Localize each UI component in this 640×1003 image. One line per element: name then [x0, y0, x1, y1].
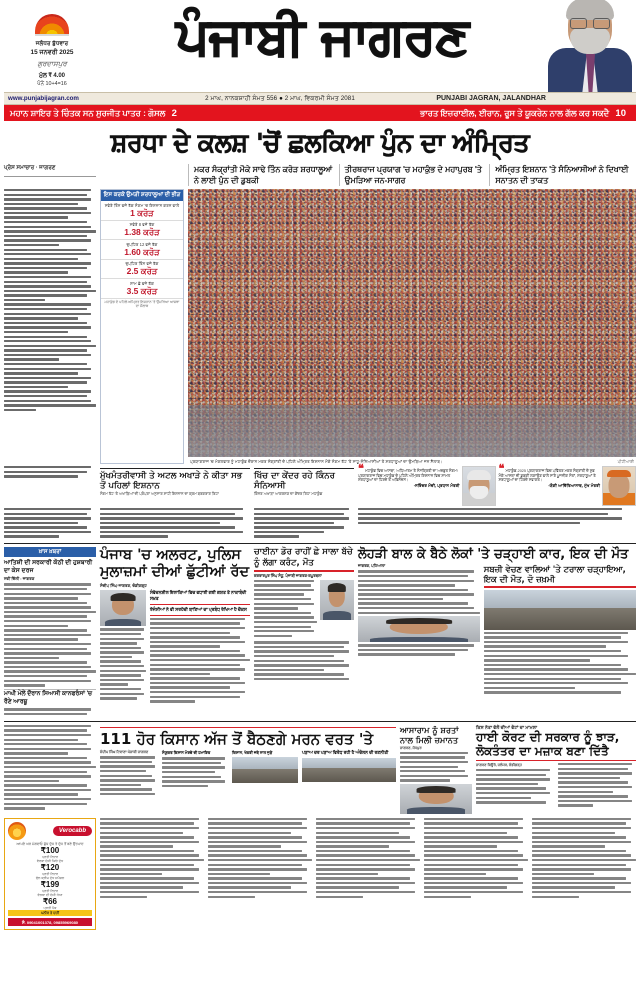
quote-cards	[358, 463, 636, 506]
river-water	[188, 405, 636, 457]
quote-card	[358, 463, 496, 506]
cont-col-1	[4, 508, 96, 540]
teaser-left-text: ਮਹਾਨ ਸ਼ਾਇਰ ਤੇ ਚਿੰਤਕ ਸਨ ਸੁਰਜੀਤ ਪਾਤਰ : ਗੋਸਲ	[10, 107, 166, 118]
samvat-nanakshahi: 2 ਮਾਘ, ਨਾਨਕਸ਼ਾਹੀ ਸੰਮਤ 556	[205, 94, 278, 102]
photo-caption-row	[188, 457, 636, 464]
sabzi-accident-photo	[484, 590, 636, 630]
bottom-text-col-1	[100, 818, 204, 930]
cont-col-3	[254, 508, 354, 540]
hc-byline: ਜਾਗਰਣ ਬਿਊਰੋ, ਜਲੰਧਰ, ਚੰਡੀਗੜ੍ਹ	[476, 763, 522, 768]
bottom-text-col-3	[316, 818, 420, 930]
upper-grid	[4, 189, 636, 464]
lead-byline: ਪ੍ਰੇਸ ਸਮਾਚਾਰ · ਜਾਗਰਣ	[4, 164, 96, 177]
khas-khabran-title-2[interactable]: ਮਾਘੀ ਮੇਲੇ ਦੌਰਾਨ ਸਿਆਸੀ ਕਾਨਫਰੰਸਾਂ 'ਚ ਰੌਣੇ ਆਰਥੂ	[4, 691, 93, 705]
brand-title: ਪੰਜਾਬੀ ਜਾਗਰਣ	[176, 7, 468, 67]
statbox-value: 2.5 ਕਰੋੜ	[126, 266, 158, 276]
khas-khabran-banner: ਖ਼ਾਸ ਖ਼ਬਰਾਂ	[4, 547, 96, 557]
continuation-band	[4, 508, 636, 540]
ad-price-unit: ਪ੍ਰਤੀ ਲਿਟਰ	[41, 889, 59, 894]
masthead-portrait	[544, 0, 636, 92]
page-count: ਪੰਨੇ 10+4=16	[37, 81, 67, 87]
quote-portrait-modi	[462, 466, 496, 506]
edition-day: ਜਲੰਧਰ ਬੁੱਧਵਾਰ	[35, 41, 69, 47]
ad-price-unit: ਪ੍ਰਤੀ ਲਿਟਰ	[41, 855, 59, 860]
masthead-center	[100, 0, 544, 74]
teaser-left-page: 2	[171, 107, 177, 119]
statbox-value: 1 ਕਰੋੜ	[130, 207, 154, 218]
mid-story-1-deck: ਸੰਗਮ ਤੱਟ 'ਤੇ ਅਖਾੜਿਆਂ ਦੀ ਪਰੰਪਰਾ ਅਨੁਸਾਰ ਸ਼ਾਹੀ ਇਸ਼ਨਾਨ ਦਾ ਕ੍ਰਮ ਬਰਕਰਾਰ ਰਿਹਾ	[100, 491, 219, 496]
mid-left-spacer	[4, 466, 96, 506]
photo-caption: ਪ੍ਰਯਾਗਰਾਜ 'ਚ ਮੰਗਲਵਾਰ ਨੂੰ ਮਹਾਕੁੰਭ ਦੌਰਾਨ ਮਕਰ ਸੰਕ੍ਰਾਂਤੀ ਦੇ ਪਹਿਲੇ ਅੰਮ੍ਰਿਤ ਇਸ਼ਨਾਨ ਮੌਕੇ ਸੰਗਮ ਤੱਟ 'ਤੇ ਸਾਧੂ-ਸੰਨਿਆਸੀਆਂ ਤੇ ਸ਼ਰਧਾਲੂਆਂ ਦਾ ਉਮੜਿਆ ਜਨ ਸੈਲਾਬ।	[190, 459, 443, 464]
statbox-row	[101, 260, 183, 280]
mid-story-2-deck: ਕਿੰਨਰ ਅਖਾੜਾ ਆਕਰਸ਼ਣ ਦਾ ਕੇਂਦਰ ਰਿਹਾ ਮਹਾਕੁੰਭ	[254, 491, 323, 496]
ad-tagline: ਆਪਣੇ ਘਰ ਮੰਗਵਾਓ ਸ਼ੁੱਧ ਦੁੱਧ ਤੇ ਦੁੱਧ ਤੋਂ ਬਣੇ ਉਤਪਾਦ	[16, 841, 84, 846]
statbox-row	[101, 279, 183, 299]
punjab-alert-title[interactable]: ਪੰਜਾਬ 'ਚ ਅਲਰਟ, ਪੁਲਿਸ ਮੁਲਾਜ਼ਮਾਂ ਦੀਆਂ ਛੁੱਟੀਆਂ ਰੱਦ	[100, 547, 250, 581]
statbox-row	[101, 221, 183, 241]
publication-date: 15 ਜਨਵਰੀ 2025	[30, 49, 74, 56]
farmers-photo-2	[302, 758, 396, 782]
separator-dot: ●	[279, 94, 283, 102]
khas-khabran-title[interactable]: ਆਤਿਸ਼ੀ ਦੀ ਸਰਕਾਰੀ ਕੋਠੀ ਦੀ ਹੁਸ਼ਬਾਰੀ ਦਾ ਕੇਸ ਦਰਜ	[4, 559, 93, 575]
punjab-bullet-2: ਏਜੰਸੀਆਂ ਨੇ ਵੀ ਸਰਹੱਦੀ ਥਾਣਿਆਂ ਦਾ ਪ੍ਰਬੰਧ ਰੱਖਿਆ ਹੈ ਚੌਕਸ	[150, 606, 247, 612]
ad-highlight-strip: ਪਨੀਰ ਤੇ ਦਹੀਂ	[8, 910, 92, 916]
sun-logo-icon	[35, 14, 69, 36]
ad-price: ₹66	[43, 897, 57, 907]
bottom-left-column	[4, 725, 96, 814]
teaser-right[interactable]	[320, 108, 630, 119]
city-name: ਗੁਰਦਾਸਪੁਰ	[37, 61, 67, 68]
glasses-icon	[570, 18, 610, 27]
masthead-left-info	[4, 0, 100, 88]
statbox-value: 3.5 ਕਰੋੜ	[126, 285, 158, 296]
china-dor-byline: ਕਰਤਾਰਪੁਰ ਸਿੰਘ ਸੰਧੂ, ਪੰਜਾਬੀ ਜਾਗਰਣ·ਕਪੂਰਥਲਾ	[254, 573, 322, 578]
quote-attribution: -ਯੋਗੀ ਆਦਿੱਤਿਆਨਾਥ, ਮੁੱਖ ਮੰਤਰੀ	[548, 482, 600, 488]
statbox-label: ਦੁਪਹਿਰ ਤਿੰਨ ਵਜੇ ਤੱਕ	[125, 261, 159, 266]
quote-mark-icon: ❝	[358, 463, 364, 475]
samvat-vikrami: 2 ਮਾਘ, ਵਿਕਰਮੀ ਸੰਮਤ 2081	[284, 94, 355, 102]
statbox-label: ਸਵੇਰੇ ਤਿੰਨ ਵਜੇ ਤੱਕ ਸੰਗਮ 'ਚ ਇਸ਼ਨਾਨ ਕਰਨ ਵਾਲੇ	[104, 202, 180, 208]
quote-text: ਮਹਾਕੁੰਭ ਵਿਚ ਆਸਥਾ, ਅਧਿਆਤਮ ਤੇ ਸੰਸਕ੍ਰਿਤੀ ਦਾ ਅਦਭੁਤ ਸੰਗਮ! ਪ੍ਰਯਾਗਰਾਜ ਵਿਚ ਮਹਾਕੁੰਭ ਦੇ ਪਹਿਲੇ ਅੰਮ੍ਰਿਤ ਇਸ਼ਨਾਨ ਵਿਚ ਸ਼ਾਮਲ ਸ਼ਰਧਾਲੂਆਂ ਦਾ ਹਿਰਦੇ ਤੋਂ ਅਭਿਨੰਦਨ।	[358, 469, 458, 483]
teaser-left[interactable]	[10, 108, 320, 119]
mid-story-2-title: ਖਿੱਚ ਦਾ ਕੇਂਦਰ ਰਹੇ ਕਿੰਨਰ ਸੰਨਿਆਸੀ	[254, 470, 335, 491]
asaram-title[interactable]: ਆਸਾਰਾਮ ਨੂੰ ਸ਼ਰਤਾਂ ਨਾਲ ਮਿਲੀ ਜ਼ਮਾਨਤ	[400, 724, 459, 745]
left-col-text	[4, 189, 96, 411]
bottom-text-col-5	[532, 818, 636, 930]
mid-story-2[interactable]	[254, 466, 354, 506]
ad-item-desc: ਫੁੱਲ ਕ੍ਰੀਮ ਦੁੱਧ ਸਪੈਸ਼ਲ	[35, 876, 65, 881]
bottom-ad-band	[4, 818, 636, 930]
asaram-photo	[400, 784, 472, 814]
bottom-text-col-2	[208, 818, 312, 930]
cont-col-2	[100, 508, 250, 540]
statbox-footnote: ਮਹਾਕੁੰਭ ਦੇ ਪਹਿਲੇ ਅੰਮ੍ਰਿਤ ਇਸ਼ਨਾਨ 'ਤੇ ਉਮੜਿਆ ਆਸਥਾ ਦਾ ਸੈਲਾਬ	[104, 300, 180, 309]
portrait-photo	[546, 0, 634, 92]
farmers-byline: ਸੰਦੀਪ ਸਿੰਘ ਟਿਵਾਣਾ·ਪੰਜਾਬੀ ਜਾਗਰਣ	[100, 750, 149, 755]
lohri-title[interactable]: ਲੋਹੜੀ ਬਾਲ ਕੇ ਬੈਠੇ ਲੋਕਾਂ 'ਤੇ ਚੜ੍ਹਾਈ ਕਾਰ, ਇਕ ਦੀ ਮੌਤ	[358, 547, 629, 563]
statbox-row	[101, 201, 183, 221]
farmers-story	[100, 725, 396, 814]
punjab-bullet-1: ਸੰਵੇਦਨਸ਼ੀਲ ਇਲਾਕਿਆਂ ਵਿਚ ਵਧਾਈ ਗਈ ਗਸ਼ਤ ਤੇ ਨਾਕਾਬੰਦੀ ਸਖ਼ਤ	[150, 590, 247, 602]
lohri-column	[358, 547, 636, 717]
section-divider-2	[4, 721, 636, 722]
punjab-alert-column	[100, 547, 250, 717]
kicker-row	[4, 162, 636, 189]
china-dor-title[interactable]: ਚਾਈਨਾ ਡੋਰ ਰਾਹੀਂ ਛੇ ਸਾਲਾ ਬੱਚੇ ਨੂੰ ਲੱਗਾ ਕਰੰਟ, ਮੌਤ	[254, 547, 353, 568]
quote-body	[498, 463, 601, 506]
samvat-dates	[128, 95, 432, 103]
quote-mark-icon: ❝	[498, 463, 505, 475]
hc-kicker: ਕਿਸ ਨੇਤਾ ਵੱਲੋਂ ਦੀਆਂ ਵੋਟਾਂ ਦਾ ਮਾਮਲਾ	[476, 724, 538, 730]
price-label: ਮੁੱਲ ₹ 4.00	[38, 73, 65, 79]
teaser-right-page: 10	[615, 107, 626, 119]
khas-khabran-byline: ਨਵੀਂ ਦਿੱਲੀ : ਜਾਗਰਣ	[4, 576, 35, 582]
photo-credit: ਪੀਟੀਆਈ	[617, 459, 634, 464]
red-teaser-banner	[4, 105, 636, 121]
ad-item-desc: ਵੇਰਕਾ ਦੀ ਦੇਸੀ ਖੋਆ	[37, 893, 63, 898]
ad-phone[interactable]: ਸੰ. 09041001378, 09855969080	[8, 918, 92, 926]
statbox-label: ਸਵੇਰੇ 8 ਵਜੇ ਤੱਕ	[129, 222, 155, 227]
bottom-text-col-4	[424, 818, 528, 930]
lohri-byline: ਜਾਗਰਣ, ਪਟਿਆਲਾ	[358, 564, 386, 569]
ad-item-desc: ਵੇਰਕਾ ਦੇਸੀ ਘਿਓ ਦੁੱਧ	[36, 859, 64, 864]
hero-photo-wrap	[188, 189, 636, 464]
khas-khabran-column	[4, 547, 96, 717]
edition-label: PUNJABI JAGRAN, JALANDHAR	[436, 95, 546, 102]
quote-text: ਮਹਾਕੁੰਭ-2025 ਪ੍ਰਯਾਗਰਾਜ ਵਿਚ ਪਵਿੱਤਰ ਮਕਰ ਸੰਕ੍ਰਾਂਤੀ ਦੇ ਸ਼ੁਭ ਮੌਕੇ ਆਸਥਾ ਦੀ ਡੁਬਕੀ ਲਗਾਉਣ ਵਾਲੇ ਸਾਰੇ ਪੂਜਨੀਕ ਸੰਤਾਂ, ਸ਼ਰਧਾਲੂਆਂ ਤੇ ਸ਼ਰਧਾਲੂਆਂ ਦਾ ਹਿਰਦੇ ਸਵਾਗਤ।	[498, 469, 596, 483]
farmers-note: ਪੜਾਅ ਦਰ ਪੜਾਅ ਵਿਰੋਧ ਰਹੀ ਹੈ ਅੰਦੋਲਨ ਦੀ ਰਣਨੀਤੀ	[302, 750, 389, 756]
mid-subhead-row	[4, 463, 636, 506]
asaram-story	[400, 725, 472, 814]
statbox-value: 1.60 ਕਰੋੜ	[124, 246, 160, 257]
china-dor-column	[254, 547, 354, 717]
ad-price: ₹120	[40, 863, 60, 873]
ad-brand: Verocabb	[53, 826, 92, 836]
info-strip	[4, 92, 636, 105]
farmers-bullet-2: ਕਿਸਾਨ, ਖੇਤਰੀ ਜਥੇ ਨਾਲ ਜੁੜੇ	[232, 750, 273, 756]
bottom-section	[4, 725, 636, 814]
statbox-label: ਦੁਪਹਿਰ 12 ਵਜੇ ਤੱਕ	[126, 241, 158, 247]
ad-logo-icon	[8, 822, 26, 840]
kumbh-crowd-photo	[188, 189, 636, 457]
mid-story-1[interactable]	[100, 466, 250, 506]
quote-card	[498, 463, 637, 506]
ad-price: ₹199	[40, 880, 60, 890]
punjab-alert-photo	[100, 590, 146, 626]
khas-khabran-body	[4, 583, 96, 686]
ad-price: ₹100	[40, 846, 60, 856]
middle-section	[4, 547, 636, 717]
statbox-row	[101, 240, 183, 260]
statistics-box	[100, 189, 184, 464]
farmers-bullet-1: ਸੰਯੁਕਤ ਕਿਸਾਨ ਮੋਰਚੇ ਦੀ ਹਮਾਇਤ	[162, 750, 211, 756]
masthead	[4, 0, 636, 92]
quote-attribution: -ਨਰਿੰਦਰ ਮੋਦੀ, ਪ੍ਰਧਾਨ ਮੰਤਰੀ	[413, 482, 460, 488]
website-link[interactable]: www.punjabijagran.com	[8, 95, 79, 102]
lohri-photo	[358, 616, 480, 642]
statbox-title: ਇਸ ਕਰਕੇ ਉਮੜੀ ਸ਼ਰਧਾਲੂਆਂ ਦੀ ਭੀੜ	[101, 190, 183, 201]
farmers-title[interactable]: 111 ਹੋਰ ਕਿਸਾਨ ਅੱਜ ਤੋਂ ਬੈਠਣਗੇ ਮਰਨ ਵਰਤ 'ਤੇ	[100, 730, 374, 749]
farmers-photo-1	[232, 757, 298, 783]
section-divider	[4, 543, 636, 544]
kicker-2: ਤੀਰਥਰਾਜ ਪ੍ਰਯਾਗ 'ਚ ਮਹਾਕੁੰਭ ਦੇ ਮਹਾਪੁਰਬ 'ਤੇ ਉਮੜਿਆ ਜਨ-ਸਾਗਰ	[339, 164, 486, 186]
quote-portrait-yogi	[602, 466, 636, 506]
lead-headline: ਸ਼ਰਧਾ ਦੇ ਕਲਸ਼ 'ਚੋਂ ਛਲਕਿਆ ਪੁੰਨ ਦਾ ਅੰਮ੍ਰਿਤ	[110, 128, 530, 157]
statbox-value: 1.38 ਕਰੋੜ	[124, 227, 160, 237]
kicker-3: ਅੰਮ੍ਰਿਤ ਇਸ਼ਨਾਨ 'ਤੇ ਸੰਨਿਆਸੀਆਂ ਨੇ ਦਿਖਾਈ ਸਨਾਤਨ ਦੀ ਤਾਕਤ	[489, 164, 636, 186]
sabzi-title[interactable]: ਸਬਜ਼ੀ ਵੇਚਣ ਵਾਲਿਆਂ 'ਤੇ ਟਰਾਲਾ ਚੜ੍ਹਾਇਆ, ਇਕ ਦੀ ਮੌਤ, ਦੋ ਜ਼ਖ਼ਮੀ	[483, 564, 626, 585]
quote-cards-wrap	[358, 463, 636, 506]
punjab-alert-byline: ਸੰਦੀਪ ਸਿੰਘ·ਜਾਗਰਣ, ਚੰਡੀਗੜ੍ਹ	[100, 583, 147, 589]
asaram-byline: ਜਾਗਰਣ, ਜੋਧਪੁਰ	[400, 745, 422, 750]
child-photo	[320, 580, 354, 620]
high-court-story	[476, 725, 636, 814]
hc-title[interactable]: ਹਾਈ ਕੋਰਟ ਦੀ ਸਰਕਾਰ ਨੂੰ ਝਾੜ, ਲੋਕਤੰਤਰ ਦਾ ਮਜ਼ਾਕ ਬਣਾ ਦਿੱਤੈ	[476, 729, 620, 758]
left-story-column	[4, 189, 96, 464]
kicker-1: ਮਕਰ ਸੰਕ੍ਰਾਂਤੀ ਮੌਕੇ ਸਾਢੇ ਤਿੰਨ ਕਰੋੜ ਸ਼ਰਧਾਲੂਆਂ ਨੇ ਲਾਈ ਪੁੰਨ ਦੀ ਡੁਬਕੀ	[188, 164, 335, 186]
ad-price-unit: ਪ੍ਰਤੀ ਲਿਟਰ	[41, 872, 59, 877]
teaser-right-text: ਭਾਰਤ ਇਜ਼ਰਾਈਲ, ਈਰਾਨ, ਰੂਸ ਤੇ ਯੂਕਰੇਨ ਨਾਲ ਗੱਲ ਕਰ ਸਕਦੈ	[420, 107, 610, 118]
mid-story-1-title: ਮੁੱਖਮੰਤਰੀਵਾਸੀ ਤੇ ਅਟਲ ਅਖਾੜੇ ਨੇ ਕੀਤਾ ਸਭ ਤੋਂ ਪਹਿਲਾਂ ਇਸ਼ਨਾਨ	[100, 470, 243, 491]
cont-col-4	[358, 508, 636, 540]
advertisement[interactable]	[4, 818, 96, 930]
ad-price-unit: ਪ੍ਰਤੀ ਪੈਕ	[43, 906, 57, 911]
quote-body	[358, 463, 460, 506]
statbox-label: ਸ਼ਾਮ ਛੇ ਵਜੇ ਤੱਕ	[130, 280, 154, 286]
